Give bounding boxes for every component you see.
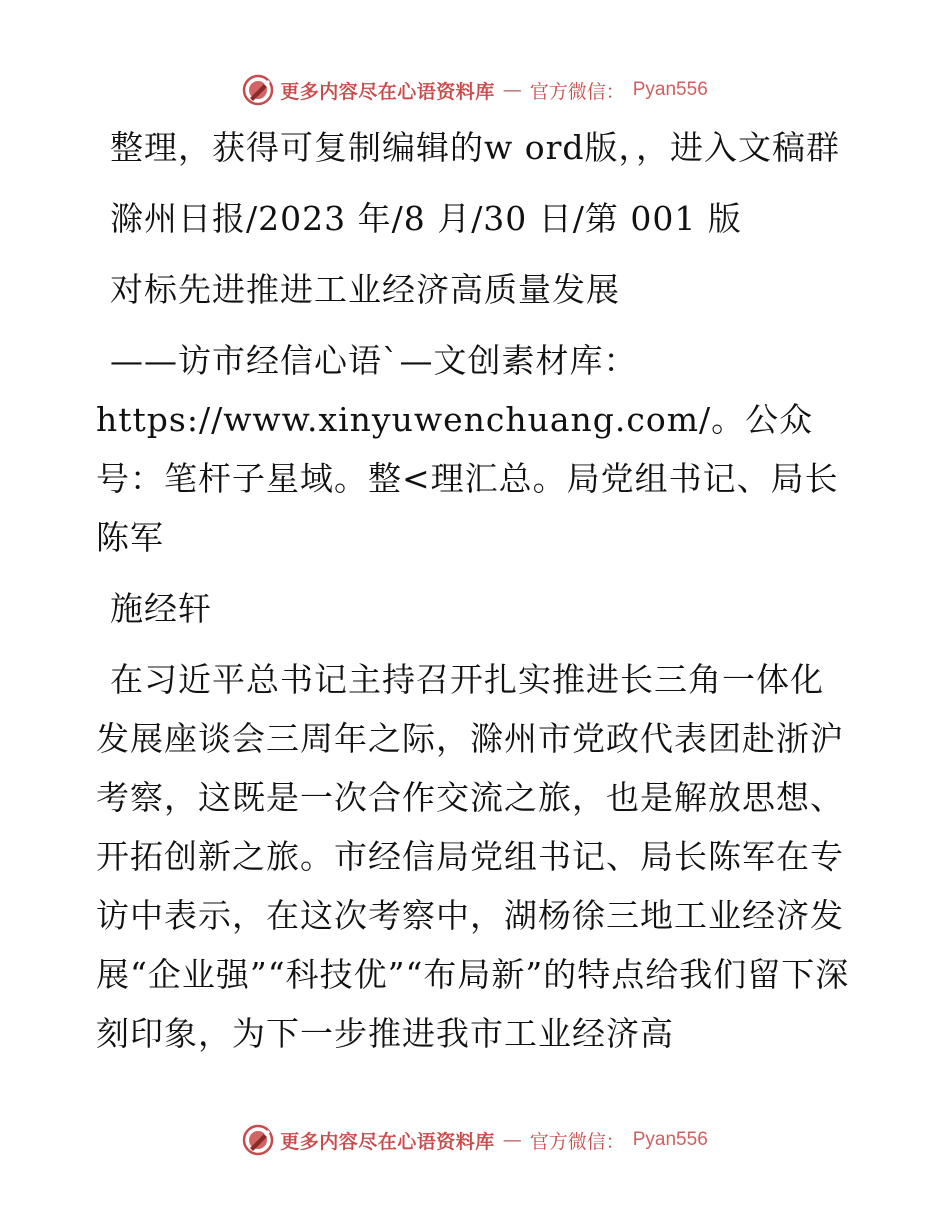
watermark-wechat-id: Pyan556 xyxy=(632,1129,708,1150)
pen-seal-logo-icon xyxy=(242,74,274,106)
footer-watermark xyxy=(0,1120,950,1160)
watermark-wechat-id: Pyan556 xyxy=(632,79,708,100)
watermark-separator: — xyxy=(502,79,522,101)
paragraph-copy-notice: 整理，获得可复制编辑的w ord版，，进入文稿群 xyxy=(110,128,841,167)
article-author: 施经轩 xyxy=(110,589,212,628)
article-subtitle: ——访市经信心语`—文创素材库：https://www.xinyuwenchuang.com/。公众号：笔杆子星域。整<理汇总。局党组书记、局长陈军 xyxy=(96,341,839,557)
pen-seal-logo-icon xyxy=(242,1124,274,1156)
article-title: 对标先进推进工业经济高质量发展 xyxy=(110,270,620,309)
document-body xyxy=(96,118,856,1063)
watermark-text: 更多内容尽在心语资料库 xyxy=(280,1130,495,1153)
watermark-text: 更多内容尽在心语资料库 xyxy=(280,80,495,103)
watermark-official-label: 官方微信： xyxy=(529,80,625,103)
watermark-group xyxy=(242,1124,708,1156)
paragraph-source-line: 滁州日报/2023 年/8 月/30 日/第 001 版 xyxy=(110,199,742,238)
watermark-official-label: 官方微信： xyxy=(529,1130,625,1153)
header-watermark xyxy=(0,70,950,110)
article-body-paragraph: 在习近平总书记主持召开扎实推进长三角一体化发展座谈会三周年之际，滁州市党政代表团赴浙沪考察，这既是一次合作交流之旅，也是解放思想、开拓创新之旅。市经信局党组书记、局长陈军在专访中表示，在这次考察中，湖杨徐三地工业经济发展“企业强”“科技优”“布局新”的特点给我们留下深刻印象，为下一步推进我市工业经济高 xyxy=(96,660,850,1053)
watermark-separator: — xyxy=(502,1129,522,1151)
watermark-group xyxy=(242,74,708,106)
